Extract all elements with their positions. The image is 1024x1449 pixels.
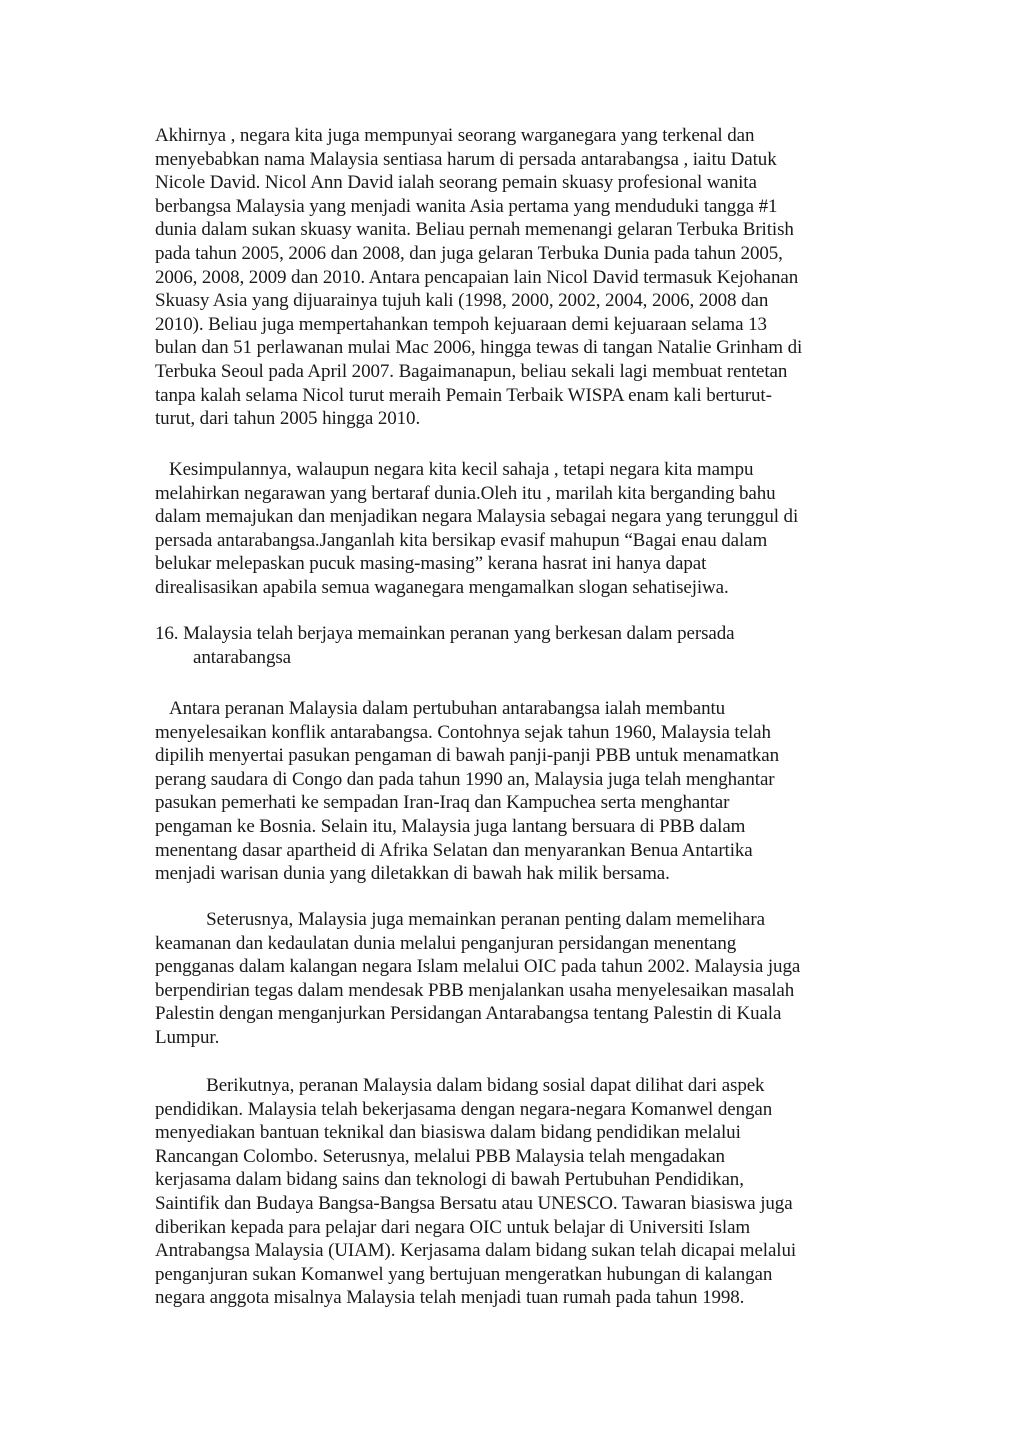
text-line: Saintifik dan Budaya Bangsa-Bangsa Bersatu atau UNESCO. Tawaran biasiswa juga <box>155 1192 793 1214</box>
text-line: antarabangsa <box>193 646 291 668</box>
paragraph-keamanan <box>155 908 800 1050</box>
text-line: pengganas dalam kalangan negara Islam melalui OIC pada tahun 2002. Malaysia juga <box>155 956 801 978</box>
text-line: Kesimpulannya, walaupun negara kita kecil sahaja , tetapi negara kita mampu <box>155 459 754 480</box>
paragraph-kesimpulan <box>155 458 798 600</box>
text-line: pada tahun 2005, 2006 dan 2008, dan juga gelaran Terbuka Dunia pada tahun 2005, <box>155 242 783 264</box>
section-heading-16 <box>155 622 734 669</box>
text-line: negara anggota misalnya Malaysia telah menjadi tuan rumah pada tahun 1998. <box>155 1287 745 1309</box>
text-line: 2006, 2008, 2009 dan 2010. Antara pencapaian lain Nicol David termasuk Kejohanan <box>155 266 799 288</box>
text-line: Lumpur. <box>155 1026 220 1048</box>
text-line: melahirkan negarawan yang bertaraf dunia.Oleh itu , marilah kita berganding bahu <box>155 482 776 504</box>
text-line: kerjasama dalam bidang sains dan teknologi di bawah Pertubuhan Pendidikan, <box>155 1169 744 1191</box>
text-line: tanpa kalah selama Nicol turut meraih Pemain Terbaik WISPA enam kali berturut- <box>155 384 772 406</box>
text-line: menyediakan bantuan teknikal dan biasiswa dalam bidang pendidikan melalui <box>155 1122 741 1144</box>
text-line: Berikutnya, peranan Malaysia dalam bidang sosial dapat dilihat dari aspek <box>155 1075 765 1096</box>
text-line: turut, dari tahun 2005 hingga 2010. <box>155 408 421 430</box>
paragraph-peranan-antarabangsa <box>155 697 779 886</box>
text-line: menentang dasar apartheid di Afrika Selatan dan menyarankan Benua Antartika <box>155 839 753 861</box>
text-line: Seterusnya, Malaysia juga memainkan peranan penting dalam memelihara <box>155 909 765 930</box>
text-line: Antara peranan Malaysia dalam pertubuhan antarabangsa ialah membantu <box>155 698 726 719</box>
paragraph-sosial-pendidikan <box>155 1074 796 1310</box>
paragraph-nicol-david <box>155 124 802 431</box>
text-line: dipilih menyertai pasukan pengaman di bawah panji-panji PBB untuk menamatkan <box>155 745 780 767</box>
text-line: Rancangan Colombo. Seterusnya, melalui PBB Malaysia telah mengadakan <box>155 1145 725 1167</box>
text-line: pengaman ke Bosnia. Selain itu, Malaysia juga lantang bersuara di PBB dalam <box>155 815 746 837</box>
text-line: bulan dan 51 perlawanan mulai Mac 2006, hingga tewas di tangan Natalie Grinham di <box>155 337 803 359</box>
text-line: Akhirnya , negara kita juga mempunyai seorang warganegara yang terkenal dan <box>155 125 755 146</box>
text-line: 2010). Beliau juga mempertahankan tempoh kejuaraan demi kejuaraan selama 13 <box>155 313 767 335</box>
text-line: pasukan pemerhati ke sempadan Iran-Iraq dan Kampuchea serta menghantar <box>155 792 730 814</box>
text-line: Terbuka Seoul pada April 2007. Bagaimanapun, beliau sekali lagi membuat rentetan <box>155 360 788 382</box>
text-line: keamanan dan kedaulatan dunia melalui penganjuran persidangan menentang <box>155 932 737 954</box>
text-line: menjadi warisan dunia yang diletakkan di bawah hak milik bersama. <box>155 863 670 885</box>
text-line: belukar melepaskan pucuk masing-masing” kerana hasrat ini hanya dapat <box>155 553 707 575</box>
text-line: diberikan kepada para pelajar dari negara OIC untuk belajar di Universiti Islam <box>155 1216 751 1238</box>
text-line: Skuasy Asia yang dijuarainya tujuh kali (1998, 2000, 2002, 2004, 2006, 2008 dan <box>155 290 769 312</box>
text-line: berbangsa Malaysia yang menjadi wanita Asia pertama yang menduduki tangga #1 <box>155 195 778 217</box>
text-line: menyelesaikan konflik antarabangsa. Contohnya sejak tahun 1960, Malaysia telah <box>155 721 771 743</box>
text-line: menyebabkan nama Malaysia sentiasa harum di persada antarabangsa , iaitu Datuk <box>155 148 777 170</box>
text-line: 16. Malaysia telah berjaya memainkan peranan yang berkesan dalam persada <box>155 623 735 644</box>
text-line: persada antarabangsa.Janganlah kita bersikap evasif mahupun “Bagai enau dalam <box>155 529 768 551</box>
text-line: berpendirian tegas dalam mendesak PBB menjalankan usaha menyelesaikan masalah <box>155 979 795 1001</box>
text-line: Palestin dengan menganjurkan Persidangan Antarabangsa tentang Palestin di Kuala <box>155 1003 782 1025</box>
text-line: dunia dalam sukan skuasy wanita. Beliau pernah memenangi gelaran Terbuka British <box>155 219 794 241</box>
text-line: perang saudara di Congo dan pada tahun 1990 an, Malaysia juga telah menghantar <box>155 768 775 790</box>
text-line: pendidikan. Malaysia telah bekerjasama dengan negara-negara Komanwel dengan <box>155 1098 773 1120</box>
text-line: dalam memajukan dan menjadikan negara Malaysia sebagai negara yang terunggul di <box>155 506 799 528</box>
text-line: penganjuran sukan Komanwel yang bertujuan mengeratkan hubungan di kalangan <box>155 1263 773 1285</box>
text-line: direalisasikan apabila semua waganegara mengamalkan slogan sehatisejiwa. <box>155 576 729 598</box>
text-line: Antrabangsa Malaysia (UIAM). Kerjasama dalam bidang sukan telah dicapai melalui <box>155 1240 797 1262</box>
text-line: Nicole David. Nicol Ann David ialah seorang pemain skuasy profesional wanita <box>155 172 757 194</box>
